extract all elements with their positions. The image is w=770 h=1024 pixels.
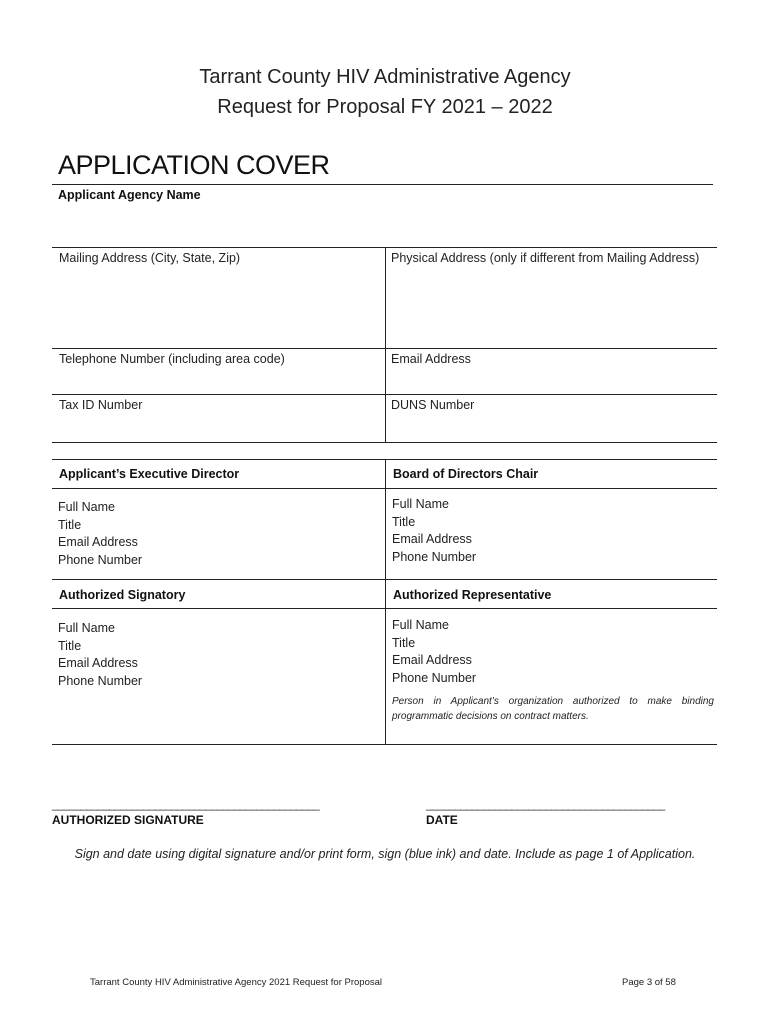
representative-title: Title xyxy=(392,635,416,650)
authorized-signatory-fields xyxy=(58,620,142,690)
email-address-label: Email Address xyxy=(391,352,471,366)
authorized-representative-fields xyxy=(392,617,476,687)
tax-id-label: Tax ID Number xyxy=(59,398,143,412)
signatory-phone: Phone Number xyxy=(58,673,143,688)
page-title: APPLICATION COVER xyxy=(58,150,330,180)
divider-taxid-bottom xyxy=(52,442,717,443)
authorized-signature-label: AUTHORIZED SIGNATURE xyxy=(52,813,204,827)
board-chair-full-name: Full Name xyxy=(392,497,449,511)
divider-signatory-heading xyxy=(52,608,717,609)
header-rfp-title: Request for Proposal FY 2021 – 2022 xyxy=(217,96,553,118)
divider-taxid-top xyxy=(52,394,717,395)
signatory-email: Email Address xyxy=(58,656,138,670)
board-chair-email: Email Address xyxy=(392,532,472,546)
board-chair-title: Title xyxy=(392,514,416,529)
executive-director-title: Title xyxy=(58,517,82,532)
applicant-agency-name-label: Applicant Agency Name xyxy=(58,188,201,202)
signatory-full-name: Full Name xyxy=(58,621,115,635)
board-chair-heading: Board of Directors Chair xyxy=(393,467,539,481)
title-underline xyxy=(52,184,713,185)
representative-phone: Phone Number xyxy=(392,670,477,685)
executive-director-fields xyxy=(58,499,142,569)
signing-instructions: Sign and date using digital signature and/or print form, sign (blue ink) and date. Include as page 1 of Application. xyxy=(74,847,696,861)
divider-director-heading xyxy=(52,488,717,489)
divider-section-bottom xyxy=(52,744,717,745)
representative-full-name: Full Name xyxy=(392,618,449,632)
authorized-representative-heading: Authorized Representative xyxy=(393,588,552,602)
executive-director-phone: Phone Number xyxy=(58,552,143,567)
telephone-label: Telephone Number (including area code) xyxy=(59,352,285,366)
footer-page-number: Page 3 of 58 xyxy=(622,977,676,988)
divider-signatory-top xyxy=(52,579,717,580)
executive-director-heading: Applicant’s Executive Director xyxy=(59,467,240,481)
date-label: DATE xyxy=(426,813,458,827)
duns-label: DUNS Number xyxy=(391,398,475,412)
authorized-representative-note: Person in Applicant’s organization authorized to make binding programmatic decisions on contract matters. xyxy=(392,696,714,722)
board-chair-phone: Phone Number xyxy=(392,549,477,564)
signature-line: _______________________________________________ xyxy=(52,797,319,811)
authorized-signatory-heading: Authorized Signatory xyxy=(59,588,186,602)
executive-director-full-name: Full Name xyxy=(58,500,115,514)
header-agency-name: Tarrant County HIV Administrative Agency xyxy=(199,66,571,88)
signatory-title: Title xyxy=(58,638,82,653)
executive-director-email: Email Address xyxy=(58,535,138,549)
column-divider-top xyxy=(385,247,386,443)
mailing-address-label: Mailing Address (City, State, Zip) xyxy=(59,251,241,265)
footer-title: Tarrant County HIV Administrative Agency 2021 Request for Proposal xyxy=(90,977,383,988)
representative-email: Email Address xyxy=(392,653,472,667)
date-line: __________________________________________ xyxy=(426,797,665,811)
divider-telephone-top xyxy=(52,348,717,349)
column-divider-bottom xyxy=(385,459,386,745)
board-chair-fields xyxy=(392,496,476,566)
physical-address-label: Physical Address (only if different from Mailing Address) xyxy=(391,251,700,265)
